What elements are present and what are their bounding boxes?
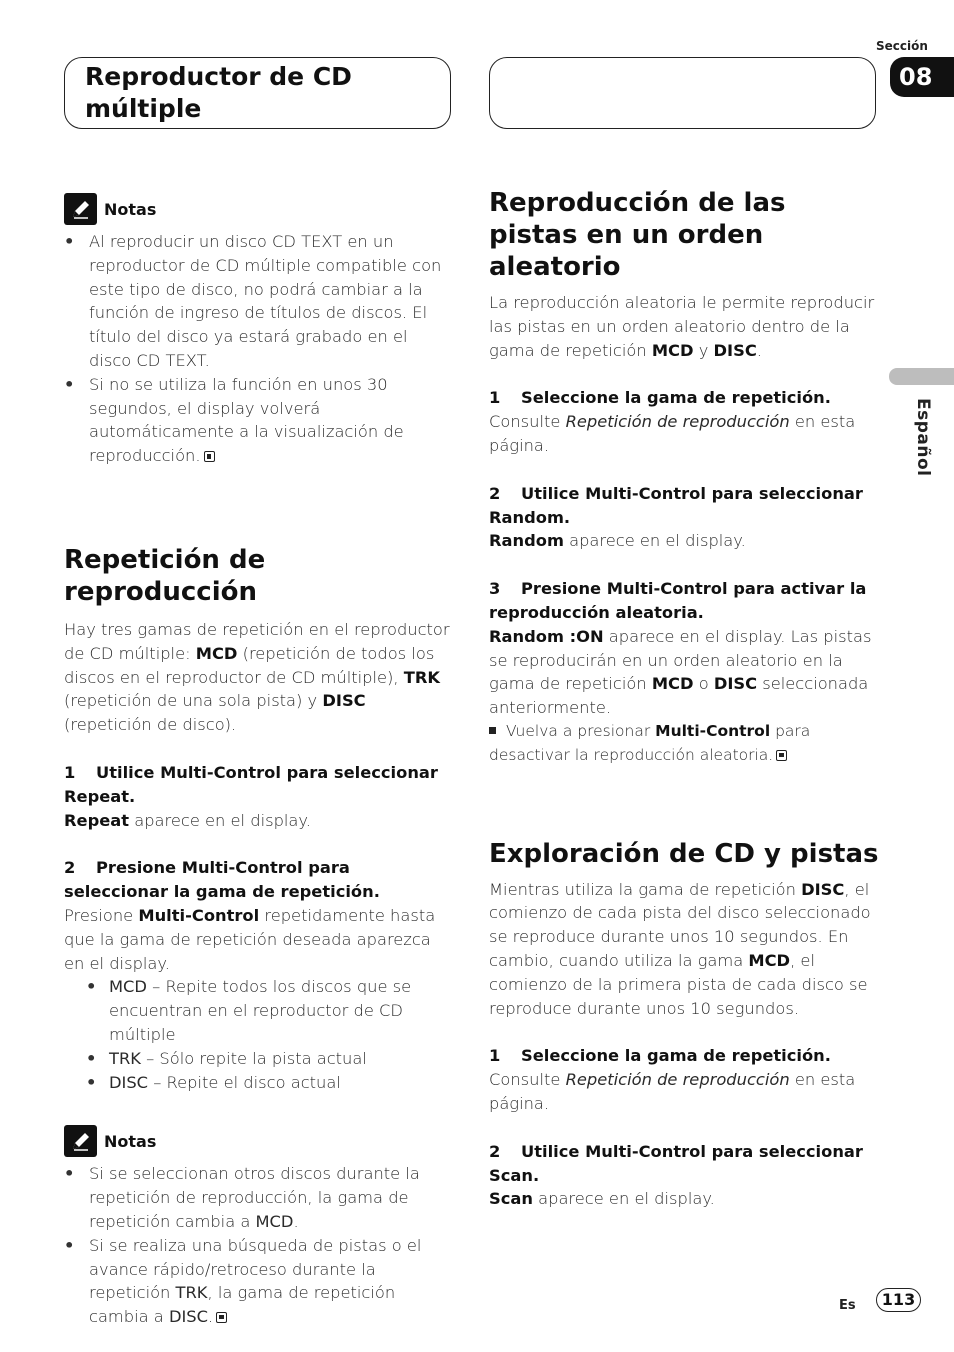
stop-square-icon: [776, 750, 787, 761]
repeat-intro: Hay tres gamas de repetición en el reproductor de CD múltiple: MCD (repetición de todos los discos en el reproductor de CD múltiple), TRK (repetición de una sola pista) y DISC (repetición de disco).: [64, 619, 450, 735]
random-step-2-title: 2 Utilice Multi-Control para seleccionar Random.: [489, 483, 863, 527]
section-number-badge: 08: [890, 57, 954, 97]
scan-step-2-title: 2 Utilice Multi-Control para seleccionar Scan.: [489, 1141, 863, 1185]
stop-square-icon: [216, 1312, 227, 1323]
note-item: • Al reproducir un disco CD TEXT en un reproductor de CD múltiple compatible con este tipo de disco, no podrá cambiar a la función de ingreso de títulos de discos. El título del disco ya estará grabado en el disco CD TEXT.: [64, 230, 454, 373]
pencil-note-icon: [64, 193, 97, 225]
notes-list: [64, 230, 454, 468]
square-bullet-icon: [489, 727, 496, 734]
section-label: Sección: [876, 39, 928, 53]
notes-header: [64, 1124, 454, 1158]
pencil-note-icon: [64, 1125, 97, 1157]
section-title-scan: Exploración de CD y pistas: [489, 838, 879, 869]
section-title-repeat: Repetición de reproducción: [64, 544, 266, 607]
note-item: • Si se seleccionan otros discos durante la repetición de reproducción, la gama de repetición cambia a MCD.: [64, 1162, 454, 1233]
header-box-right: [489, 57, 876, 129]
repeat-step-2-text: Presione Multi-Control repetidamente hasta que la gama de repetición deseada aparezca en el display.: [64, 905, 436, 973]
scan-intro: Mientras utiliza la gama de repetición DISC, el comienzo de cada pista del disco seleccionado se reproduce durante unos 10 segundos. En cambio, cuando utiliza la gama MCD, el comienzo de la primera pista de cada disco se reproduce durante unos 10 segundos.: [489, 879, 871, 1018]
repeat-step-2-title: 2 Presione Multi-Control para seleccionar la gama de repetición.: [64, 858, 380, 902]
scan-step-2-text: Scan aparece en el display.: [489, 1189, 715, 1209]
language-tab-bar: [889, 368, 954, 385]
repeat-step-1-text: Repeat aparece en el display.: [64, 810, 311, 830]
list-item: • TRK – Sólo repite la pista actual: [64, 1047, 454, 1071]
random-step-1-title: 1 Seleccione la gama de repetición.: [489, 388, 831, 408]
repeat-step-1-title: 1 Utilice Multi-Control para seleccionar Repeat.: [64, 762, 438, 806]
left-column: [64, 192, 454, 1329]
random-step-2-text: Random aparece en el display.: [489, 531, 746, 551]
random-tip: Vuelva a presionar Multi-Control para desactivar la reproducción aleatoria.: [489, 721, 811, 764]
scan-step-1-title: 1 Seleccione la gama de repetición.: [489, 1046, 831, 1066]
random-step-3-title: 3 Presione Multi-Control para activar la reproducción aleatoria.: [489, 579, 867, 622]
random-step-1-text: Consulte Repetición de reproducción en esta página.: [489, 412, 856, 455]
notes-label: Notas: [104, 199, 157, 219]
random-step-3-text: Random :ON aparece en el display. Las pistas se reproducirán en un orden aleatorio en la gama de repetición MCD o DISC seleccionada anteriormente.: [489, 626, 872, 718]
list-item: • DISC – Repite el disco actual: [64, 1071, 454, 1095]
note-item: • Si se realiza una búsqueda de pistas o el avance rápido/retroceso durante la repetición TRK, la gama de repetición cambia a DISC.: [64, 1234, 454, 1329]
section-title-random: Reproducción de las pistas en un orden aleatorio: [489, 188, 786, 282]
notes-label: Notas: [104, 1131, 157, 1151]
footer-language-code: Es: [839, 1298, 856, 1313]
right-column: [489, 187, 879, 1211]
notes-list: [64, 1162, 454, 1329]
scan-step-1-text: Consulte Repetición de reproducción en esta página.: [489, 1070, 856, 1113]
page-number: 113: [876, 1288, 921, 1312]
notes-header: [64, 192, 454, 226]
chapter-title: Reproductor de CD múltiple: [85, 62, 352, 123]
note-item: • Si no se utiliza la función en unos 30 segundos, el display volverá automáticamente a la visualización de reproducción.: [64, 373, 454, 468]
language-label: Español: [913, 398, 933, 477]
list-item: • MCD – Repite todos los discos que se encuentran en el reproductor de CD múltiple: [64, 975, 454, 1046]
stop-square-icon: [204, 451, 215, 462]
repeat-options-list: [64, 975, 454, 1094]
random-intro: La reproducción aleatoria le permite reproducir las pistas en un orden aleatorio dentro de la gama de repetición MCD y DISC.: [489, 293, 875, 360]
